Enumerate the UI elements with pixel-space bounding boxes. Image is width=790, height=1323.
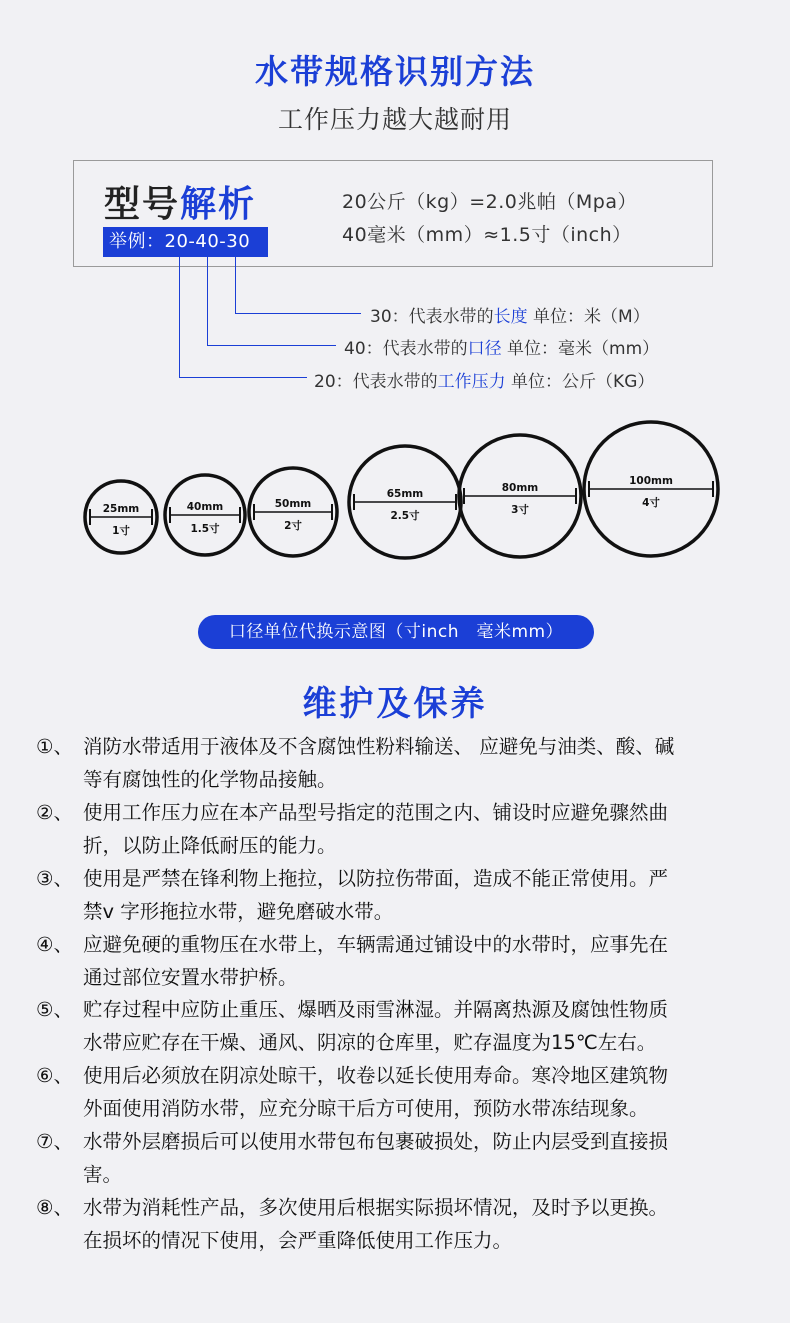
- model-heading-plain: 型号: [104, 184, 181, 225]
- item-line: 通过部位安置水带护桥。: [83, 966, 298, 989]
- diameter-inch-label: 2寸: [284, 520, 302, 532]
- maintenance-item: [36, 993, 756, 1059]
- item-line: 使用后必须放在阴凉处晾干，收卷以延长使用寿命。寒冷地区建筑物: [83, 1064, 669, 1087]
- maintenance-item: [36, 862, 756, 928]
- item-line: 在损坏的情况下使用，会严重降低使用工作压力。: [83, 1229, 513, 1252]
- diameter-inch-label: 1.5寸: [190, 523, 220, 535]
- legend-length: 30：代表水带的长度 单位：米（M）: [370, 307, 650, 327]
- model-heading-blue: 解析: [180, 184, 257, 225]
- item-number: ②、: [36, 801, 73, 824]
- item-number: ①、: [36, 735, 73, 758]
- item-line: 水带应贮存在干燥、通风、阴凉的仓库里，贮存温度为15℃左右。: [83, 1031, 657, 1054]
- item-number: ⑥、: [36, 1064, 73, 1087]
- conversion-diameter: 40毫米（mm）≈1.5寸（inch）: [342, 224, 632, 246]
- diameter-diagram: [0, 410, 790, 590]
- item-number: ③、: [36, 867, 73, 890]
- item-number: ⑧、: [36, 1196, 73, 1219]
- item-line: 使用工作压力应在本产品型号指定的范围之内、铺设时应避免骤然曲: [83, 801, 669, 824]
- diameter-mm-label: 25mm: [102, 503, 140, 515]
- item-line: 使用是严禁在锋利物上拖拉，以防拉伤带面，造成不能正常使用。严: [83, 867, 669, 890]
- maintenance-title: 维护及保养: [302, 684, 488, 724]
- diameter-inch-label: 2.5寸: [390, 510, 420, 522]
- item-line: 禁v 字形拖拉水带，避免磨破水带。: [83, 900, 394, 923]
- diameter-mm-label: 40mm: [186, 501, 224, 513]
- diameter-inch-label: 3寸: [511, 504, 529, 516]
- page-title: 水带规格识别方法: [255, 52, 535, 91]
- diameter-mm-label: 65mm: [386, 488, 424, 500]
- legend-pressure: 20：代表水带的工作压力 单位：公斤（KG）: [314, 372, 655, 392]
- item-line: 水带外层磨损后可以使用水带包布包裹破损处，防止内层受到直接损: [83, 1130, 669, 1153]
- item-line: 折，以防止降低耐压的能力。: [83, 834, 337, 857]
- item-line: 水带为消耗性产品，多次使用后根据实际损坏情况，及时予以更换。: [83, 1196, 669, 1219]
- item-line: 应避免硬的重物压在水带上，车辆需通过铺设中的水带时，应事先在: [83, 933, 669, 956]
- legend-term-length: 长度: [493, 307, 528, 327]
- maintenance-item: [36, 730, 756, 796]
- legend-term-pressure: 工作压力: [437, 372, 506, 392]
- bracket-pressure: [179, 257, 307, 378]
- maintenance-item: [36, 1125, 756, 1191]
- item-line: 消防水带适用于液体及不含腐蚀性粉料输送、 应避免与油类、酸、碱: [83, 735, 675, 758]
- maintenance-item: [36, 796, 756, 862]
- diameter-mm-label: 80mm: [501, 482, 539, 494]
- model-heading: [104, 176, 256, 227]
- legend-diameter: 40：代表水带的口径 单位：毫米（mm）: [344, 339, 660, 359]
- item-line: 外面使用消防水带，应充分晾干后方可使用，预防水带冻结现象。: [83, 1097, 649, 1120]
- legend-term-diameter: 口径: [467, 339, 502, 359]
- item-line: 害。: [83, 1163, 123, 1186]
- example-tag: 举例：20-40-30: [103, 227, 268, 257]
- diameter-inch-label: 1寸: [112, 525, 130, 537]
- diameter-inch-label: 4寸: [642, 497, 660, 509]
- item-number: ⑦、: [36, 1130, 73, 1153]
- maintenance-item: [36, 1059, 756, 1125]
- item-line: 等有腐蚀性的化学物品接触。: [83, 768, 337, 791]
- diameter-mm-label: 50mm: [274, 498, 312, 510]
- item-number: ⑤、: [36, 998, 73, 1021]
- item-number: ④、: [36, 933, 73, 956]
- conversion-pressure: 20公斤（kg）=2.0兆帕（Mpa）: [342, 191, 637, 213]
- maintenance-item: [36, 1191, 756, 1257]
- diagram-caption: 口径单位代换示意图（寸inch 毫米mm）: [198, 615, 594, 649]
- maintenance-item: [36, 928, 756, 994]
- diameter-mm-label: 100mm: [629, 475, 673, 487]
- page-subtitle: 工作压力越大越耐用: [277, 105, 512, 134]
- item-line: 贮存过程中应防止重压、爆晒及雨雪淋湿。并隔离热源及腐蚀性物质: [83, 998, 669, 1021]
